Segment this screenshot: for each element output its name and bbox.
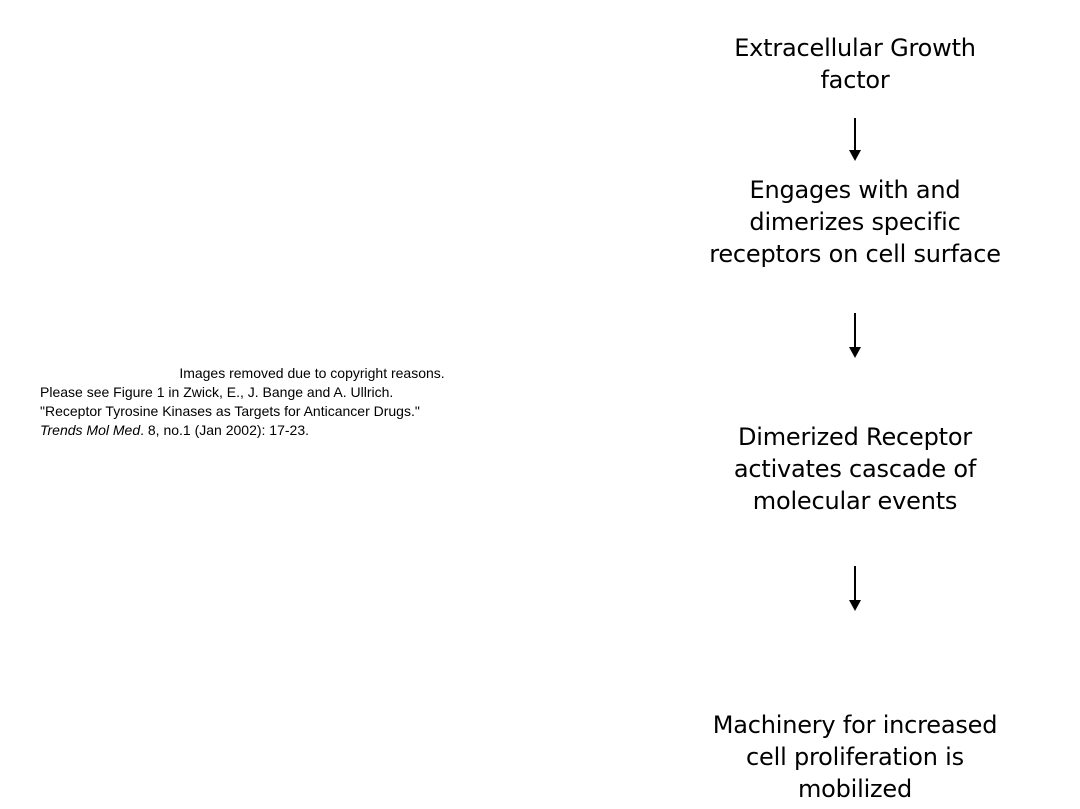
flow-step-cell-proliferation <box>660 709 1050 805</box>
flow-step-growth-factor <box>660 32 1050 96</box>
citation-details: . 8, no.1 (Jan 2002): 17-23. <box>140 422 309 438</box>
journal-title: Trends Mol Med <box>40 422 141 438</box>
step-line: receptors on cell surface <box>709 240 1001 268</box>
copyright-notice <box>40 364 584 440</box>
notice-line-4 <box>40 421 584 440</box>
step-line: Machinery for increased <box>712 711 998 739</box>
down-arrow-icon <box>845 566 865 612</box>
flow-step-receptor-dimerization <box>660 174 1050 270</box>
step-line: molecular events <box>752 487 958 515</box>
down-arrow-icon <box>845 118 865 162</box>
step-line: factor <box>820 66 890 94</box>
step-line: Dimerized Receptor <box>738 423 972 451</box>
notice-line-2: Please see Figure 1 in Zwick, E., J. Bange and A. Ullrich. <box>40 384 394 400</box>
step-line: activates cascade of <box>733 455 977 483</box>
step-line: dimerizes specific <box>749 208 961 236</box>
notice-line-1: Images removed due to copyright reasons. <box>179 365 445 381</box>
down-arrow-icon <box>845 313 865 359</box>
step-line: cell proliferation is <box>746 743 964 771</box>
step-line: mobilized <box>797 775 913 803</box>
flow-step-molecular-cascade <box>660 421 1050 517</box>
step-line: Extracellular Growth <box>734 34 976 62</box>
notice-line-3: "Receptor Tyrosine Kinases as Targets for Anticancer Drugs." <box>40 403 420 419</box>
step-line: Engages with and <box>749 176 961 204</box>
